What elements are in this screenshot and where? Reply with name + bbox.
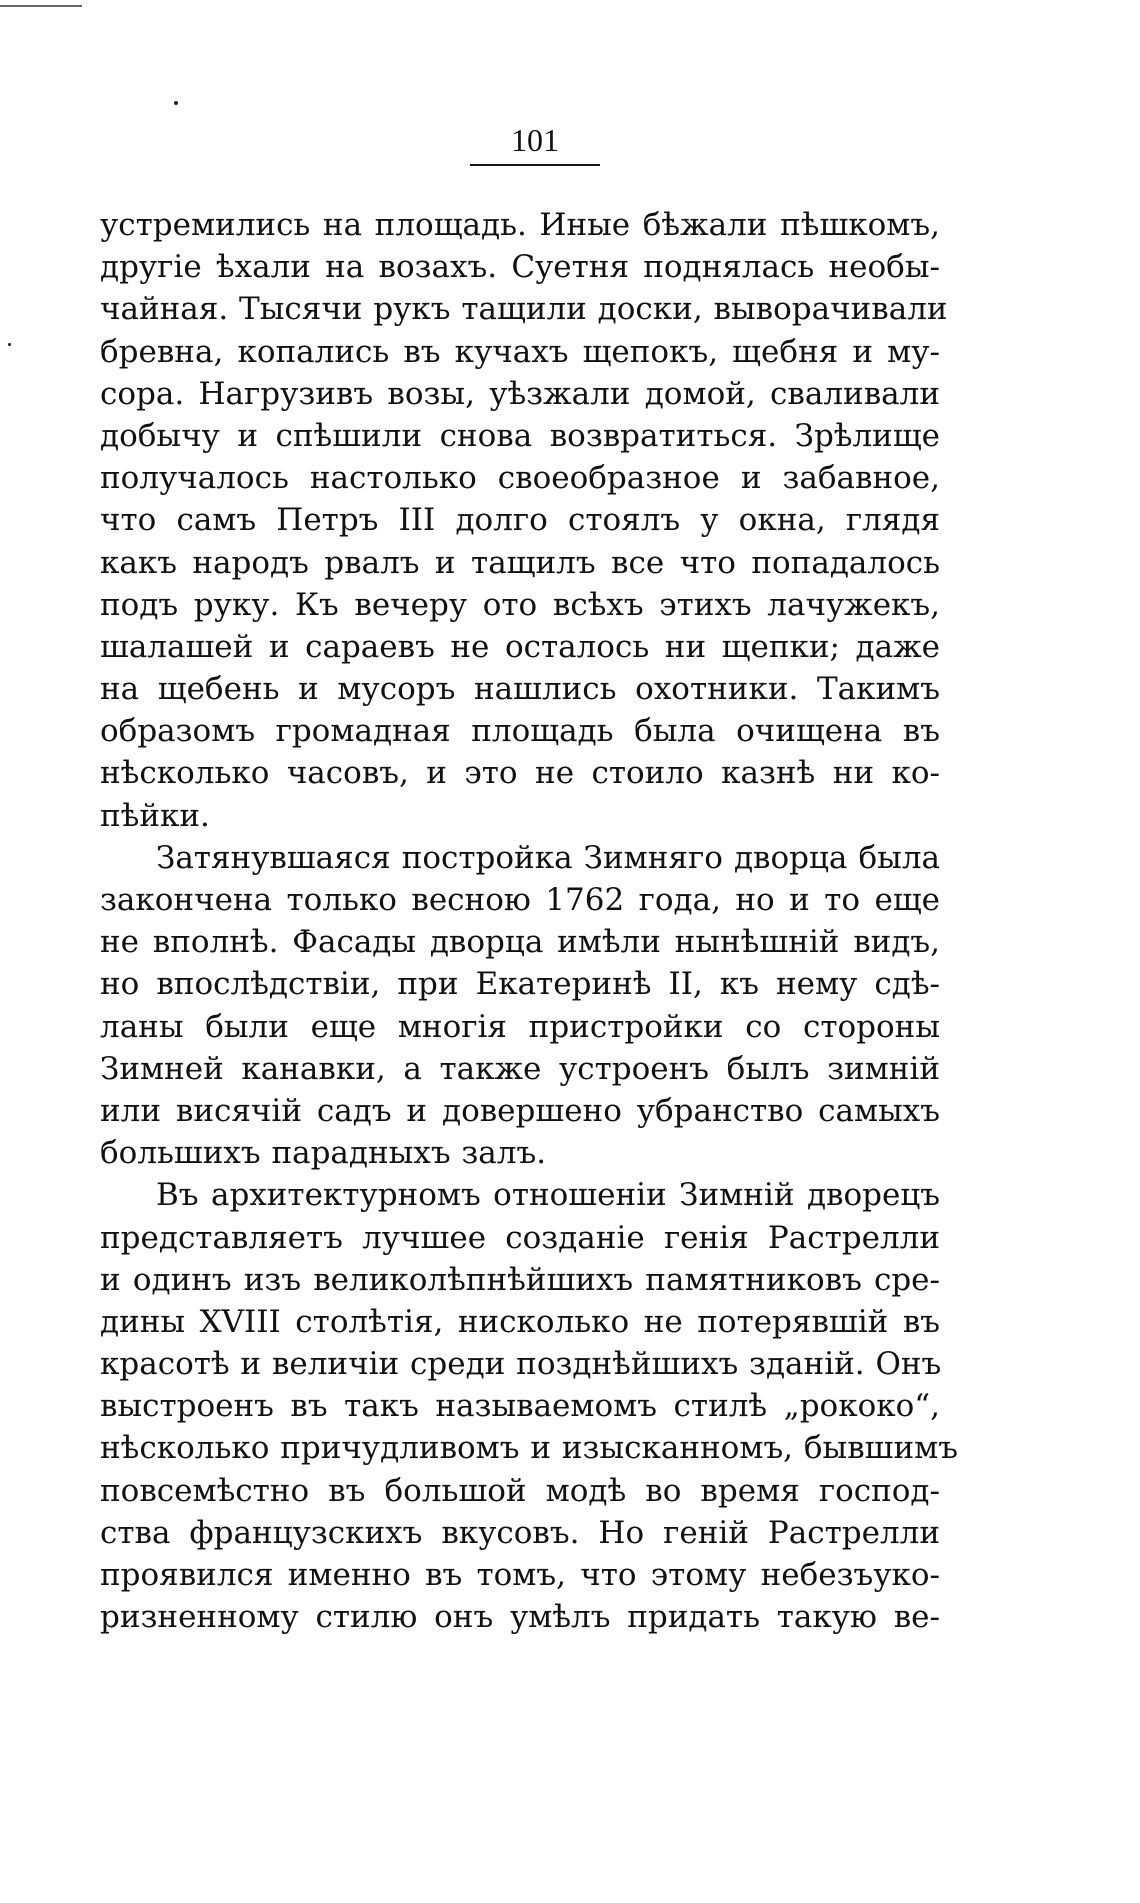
text-line: какъ народъ рвалъ и тащилъ все что попадалось	[100, 544, 940, 581]
header-rule	[470, 164, 600, 166]
page-number: 101	[511, 122, 559, 158]
paragraph-1	[100, 204, 948, 837]
text-line: получалось настолько своеобразное и забавное,	[100, 460, 940, 497]
text-line: Зимней канавки, а также устроенъ былъ зимній	[100, 1050, 940, 1087]
paragraph-2	[100, 837, 940, 1175]
text-line: не вполнѣ. Фасады дворца имѣли нынѣшній видъ,	[100, 924, 940, 961]
text-line: ланы были еще многія пристройки со стороны	[100, 1008, 940, 1045]
text-line: проявился именно въ томъ, что этому небезъуко-	[100, 1557, 940, 1593]
text-line: большихъ парадныхъ залъ.	[100, 1135, 547, 1172]
text-line: дины XVIII столѣтія, нисколько не потерявшій въ	[100, 1303, 940, 1340]
text-line: повсемѣстно въ большой модѣ во время господ-	[100, 1472, 940, 1509]
text-line: бревна, копались въ кучахъ щепокъ, щебня и му-	[100, 333, 940, 370]
page-edge-line	[0, 5, 82, 7]
text-line: Затянувшаяся постройка Зимняго дворца была	[156, 839, 940, 876]
text-line: нѣсколько часовъ, и это не стоило казнѣ ни ко-	[100, 755, 940, 792]
text-line: выстроенъ въ такъ называемомъ стилѣ „рококо“,	[100, 1388, 940, 1425]
text-line: подъ руку. Къ вечеру ото всѣхъ этихъ лачужекъ,	[100, 586, 940, 623]
text-line: ства французскихъ вкусовъ. Но геній Растрелли	[100, 1514, 940, 1551]
text-line: или висячій садъ и довершено убранство самыхъ	[100, 1092, 940, 1129]
text-line: что самъ Петръ III долго стоялъ у окна, глядя	[100, 502, 940, 539]
text-line: чайная. Тысячи рукъ тащили доски, выворачивали	[100, 291, 948, 328]
body-text	[100, 204, 958, 1638]
text-line: образомъ громадная площадь была очищена въ	[100, 713, 940, 750]
print-speck	[174, 101, 178, 105]
text-line: другіе ѣхали на возахъ. Суетня поднялась необы-	[100, 249, 940, 286]
text-line: красотѣ и величіи среди позднѣйшихъ зданій. Онъ	[100, 1346, 942, 1383]
paragraph-3	[100, 1174, 958, 1638]
text-line: пѣйки.	[100, 797, 210, 834]
text-line: но впослѣдствіи, при Екатеринѣ II, къ нему сдѣ-	[100, 966, 940, 1003]
text-line: ризненному стилю онъ умѣлъ придать такую ве-	[100, 1599, 940, 1636]
print-speck	[8, 343, 11, 346]
text-line: устремились на площадь. Иные бѣжали пѣшкомъ,	[100, 207, 940, 243]
text-line: Въ архитектурномъ отношеніи Зимній дворецъ	[156, 1177, 940, 1214]
text-line: нѣсколько причудливомъ и изысканномъ, бывшимъ	[100, 1430, 958, 1467]
text-line: добычу и спѣшили снова возвратиться. Зрѣлище	[100, 417, 940, 454]
text-line: представляетъ лучшее созданіе генія Растрелли	[100, 1219, 940, 1256]
text-line: сора. Нагрузивъ возы, уѣзжали домой, сваливали	[100, 375, 940, 412]
text-line: шалашей и сараевъ не осталось ни щепки; даже	[100, 628, 940, 665]
text-line: закончена только весною 1762 года, но и то еще	[100, 882, 940, 918]
text-line: на щебень и мусоръ нашлись охотники. Такимъ	[100, 671, 940, 708]
text-line: и одинъ изъ великолѣпнѣйшихъ памятниковъ сре-	[100, 1261, 940, 1298]
page-header	[470, 120, 600, 166]
